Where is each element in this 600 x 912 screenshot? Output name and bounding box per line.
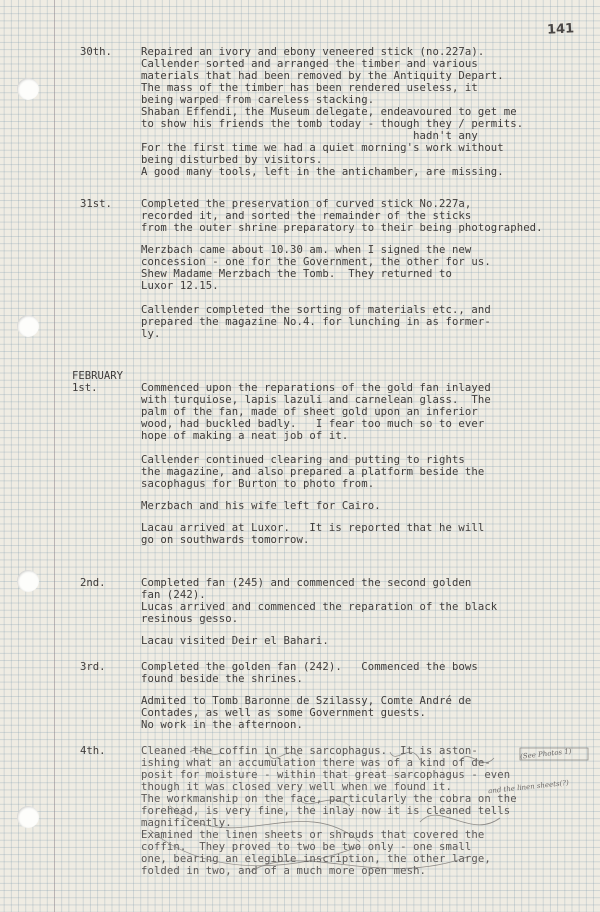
entry-date: 3rd. [80,661,106,673]
entry-paragraph: Cleaned the coffin in the sarcophagus. It is aston- ishing what an accumulation there was of a kind of de- posit for moisture - within that great sarcophagus - even though it was closed very well when we found it. The workmanship on the face, particularly the cobra on the forehead, is very fine, the inlay now it is cleaned tells magnificently. Examined the linen sheets or shrouds that covered the coffin. They proved to two be two only - one small one, bearing an elegible inscription, the other large, folded in two, and of a much more open mesh. [141,745,517,877]
entry-paragraph: Admited to Tomb Baronne de Szilassy, Comte André de Contades, as well as some Government guests. No work in the afternoon. [141,695,472,731]
entry-paragraph: Completed the preservation of curved stick No.227a, recorded it, and sorted the remainder of the sticks from the outer shrine preparatory to their being photographed. [141,198,543,234]
punch-hole [17,78,39,100]
entry-paragraph: Lacau visited Deir el Bahari. [141,635,329,647]
entry-paragraph: For the first time we had a quiet morning's work without being disturbed by visitors. A good many tools, left in the antichamber, are missing. [141,142,504,178]
margin-rule [54,0,55,912]
entry-paragraph: Callender completed the sorting of materials etc., and prepared the magazine No.4. for lunching in as former- ly. [141,304,491,340]
punch-hole [17,570,39,592]
entry-paragraph: Completed the golden fan (242). Commenced the bows found beside the shrines. [141,661,478,685]
entry-paragraph: Merzbach came about 10.30 am. when I signed the new concession - one for the Government, the other for us. Shew Madame Merzbach the Tomb. They returned to Luxor 12.15. [141,244,491,292]
entry-date: 4th. [80,745,106,757]
month-heading: FEBRUARY [72,370,124,382]
entry-paragraph: Commenced upon the reparations of the gold fan inlayed with turquiose, lapis lazuli and carnelean glass. The palm of the fan, made of sheet gold upon an inferior wood, had buckled badly. I fear too much so to ever hope of making a neat job of it. [141,382,491,442]
entry-date: 2nd. [80,577,106,589]
entry-date: 1st. [72,382,98,394]
entry-paragraph: Merzbach and his wife left for Cairo. [141,500,381,512]
entry-date: 31st. [80,198,112,210]
page-number: 141 [546,21,575,38]
entry-date: 30th. [80,46,112,58]
entry-paragraph: Callender continued clearing and putting to rights the magazine, and also prepared a platform beside the sacophagus for Burton to photo from. [141,454,485,490]
entry-paragraph: Lacau arrived at Luxor. It is reported that he will go on southwards tomorrow. [141,522,485,546]
entry-paragraph: Repaired an ivory and ebony veneered stick (no.227a). Callender sorted and arranged the timber and various materials that had been removed by the Antiquity Depart. The mass of the timber has been rendered useless, it being warped from careless stacking. Shaban Effendi, the Museum delegate, endeavoured to get me to show his friends the tomb today - though they / permits. hadn't any [141,46,524,142]
margin-annotation: (See Photos 1) [519,747,572,761]
punch-hole [17,806,39,828]
punch-hole [17,315,39,337]
entry-paragraph: Completed fan (245) and commenced the second golden fan (242). Lucas arrived and commenced the reparation of the black resinous gesso. [141,577,498,625]
margin-annotation: and the linen sheets(?) [487,778,570,796]
